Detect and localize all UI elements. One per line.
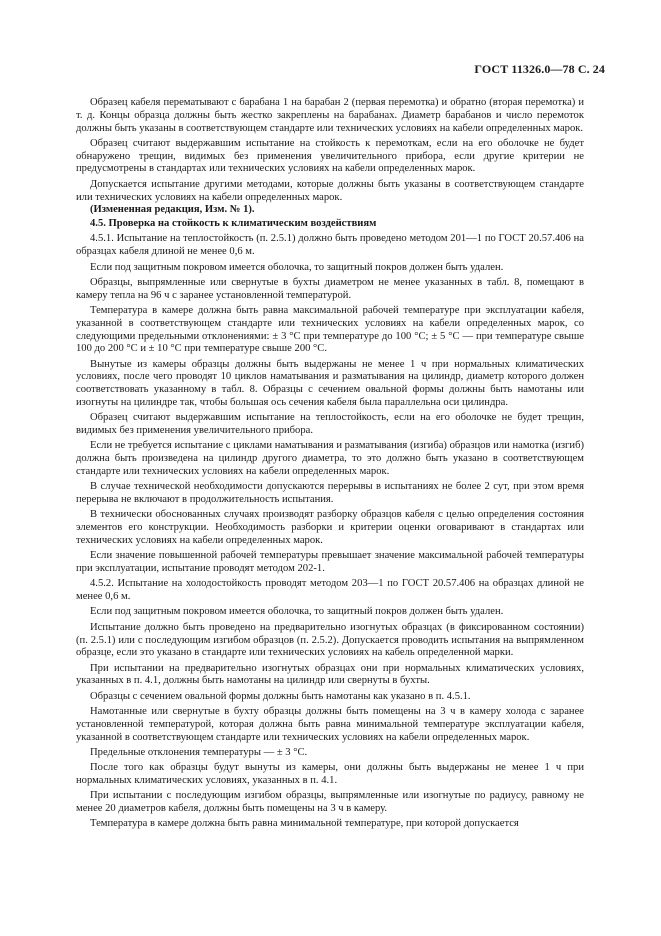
document-body	[76, 97, 584, 831]
paragraph: Испытание должно быть проведено на предварительно изогнутых образцах (в фиксированном состоянии) (п. 2.5.1) или с последующим изгибом образцов (п. 2.5.2). Допускается проводить испытания на выпрямленном образце, если это указано в стандарте или технических условиях на кабель определенной марки.	[76, 621, 584, 659]
paragraph: Если значение повышенной рабочей температуры превышает значение максимальной рабочей температуры при эксплуатации, испытание проводят методом 202-1.	[76, 550, 584, 575]
paragraph: Если не требуется испытание с циклами наматывания и разматывания (изгиба) образцов или намотка (изгиб) должна быть произведена на цилиндр другого диаметра, то это должно быть указано в соответствующем стандарте или технических условиях на кабели определенных марок.	[76, 440, 584, 478]
paragraph: Предельные отклонения температуры — ± 3 °C.	[90, 746, 308, 758]
paragraph: Намотанные или свернутые в бухту образцы должны быть помещены на 3 ч в камеру холода с заранее установленной температурой, которая должна быть равна минимальной температуре эксплуатации кабеля, указанной в соответствующем стандарте или технических условиях на кабели определенных марок.	[76, 706, 584, 743]
paragraph: Образец считают выдержавшим испытание на теплостойкость, если на его оболочке не будет трещин, видимых без применения увеличительного прибора.	[76, 412, 584, 437]
paragraph: 4.5.2. Испытание на холодостойкость проводят методом 203—1 по ГОСТ 20.57.406 на образцах длиной не менее 0,6 м.	[76, 578, 584, 603]
page-header: ГОСТ 11326.0—78 С. 24	[474, 62, 605, 76]
paragraph: 4.5.1. Испытание на теплостойкость (п. 2.5.1) должно быть проведено методом 201—1 по ГОСТ 20.57.406 на образцах кабеля длиной не менее 0,6 м.	[76, 233, 584, 258]
paragraph: Допускается испытание другими методами, которые должны быть указаны в соответствующем стандарте или технических условиях на кабели определенных марок.	[76, 178, 584, 203]
paragraph: В технически обоснованных случаях производят разборку образцов кабеля с целью определения состояния элементов его конструкции. Необходимость разборки и критерии оценки оговаривают в стандартах или технических условиях на кабели определенных марок.	[76, 509, 584, 546]
paragraph: После того как образцы будут вынуты из камеры, они должны быть выдержаны не менее 1 ч при нормальных климатических условиях, указанных в п. 4.1.	[76, 762, 584, 787]
paragraph: Температура в камере должна быть равна максимальной рабочей температуре при эксплуатации кабеля, указанной в соответствующем стандарте или технических условиях на кабели определенных марок, со следующими предельными отклонениями: ± 3 °C при температуре до 100 °C; ± 5 °C — при температуре свыше 100 до 200 °C и ± 10 °C при температуре свыше 200 °C.	[76, 304, 584, 355]
paragraph: В случае технической необходимости допускаются перерывы в испытаниях не более 2 сут, при этом время перерыва не включают в продолжительность испытания.	[76, 481, 584, 506]
paragraph: Образцы, выпрямленные или свернутые в бухты диаметром не менее указанных в табл. 8, помещают в камеру тепла на 96 ч с заранее установленной температурой.	[76, 276, 584, 301]
section-heading: 4.5. Проверка на стойкость к климатическим воздействиям	[90, 218, 377, 230]
revision-note: (Измененная редакция, Изм. № 1).	[90, 204, 255, 216]
paragraph: При испытании на предварительно изогнутых образцах они при нормальных климатических условиях, указанных в п. 4.1, должны быть намотаны на цилиндр или свернуты в бухты.	[76, 662, 584, 687]
paragraph: Вынутые из камеры образцы должны быть выдержаны не менее 1 ч при нормальных климатических условиях, после чего проводят 10 циклов наматывания и разматывания на цилиндр, диаметр которого должен соответствовать указанному в табл. 8. Образцы с сечением овальной формы должны быть намотаны или изогнуты на цилиндре так, чтобы большая ось сечения кабеля была параллельна оси цилиндра.	[76, 358, 584, 409]
paragraph: Если под защитным покровом имеется оболочка, то защитный покров должен быть удален.	[90, 606, 504, 618]
paragraph: Образцы с сечением овальной формы должны быть намотаны как указано в п. 4.5.1.	[90, 690, 471, 702]
paragraph: Температура в камере должна быть равна минимальной температуре, при которой допускается	[90, 818, 519, 830]
paragraph: При испытании с последующим изгибом образцы, выпрямленные или изогнутые по радиусу, равному не менее 20 диаметров кабеля, должны быть помещены на 3 ч в камеру.	[76, 790, 584, 815]
paragraph: Образец кабеля перематывают с барабана 1 на барабан 2 (первая перемотка) и обратно (вторая перемотка) и т. д. Концы образца должны быть жестко закреплены на барабанах. Диаметр барабанов и число перемоток должны быть указаны в соответствующем стандарте или технических условиях на кабели определенных марок.	[76, 97, 584, 134]
paragraph: Образец считают выдержавшим испытание на стойкость к перемоткам, если на его оболочке не будет обнаружено трещин, видимых без применения увеличительного прибора, если другие критерии не предусмотрены в стандартах или технических условиях на кабели определенных марок.	[76, 137, 584, 175]
paragraph: Если под защитным покровом имеется оболочка, то защитный покров должен быть удален.	[90, 261, 504, 273]
